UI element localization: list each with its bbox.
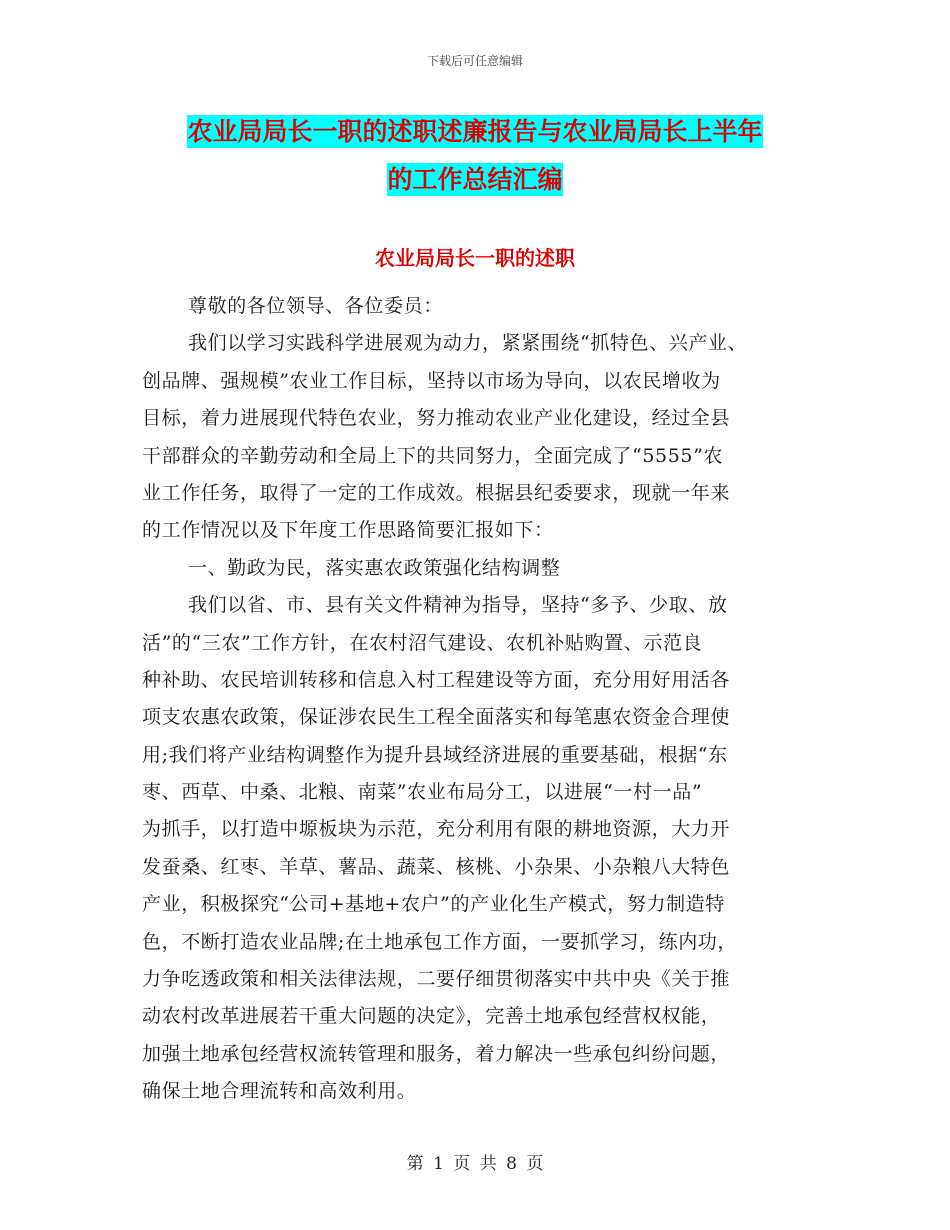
body-line: 力争吃透政策和相关法律法规，二要仔细贯彻落实中共中央《关于推 (142, 968, 731, 991)
body-line: 创品牌、强规模”农业工作目标，坚持以市场为导向，以农民增收为 (142, 369, 721, 392)
section-title: 农业局局长一职的述职 (375, 246, 575, 270)
body-line: 活”的“三农”工作方针，在农村沼气建设、农机补贴购置、示范良 (142, 631, 703, 654)
page-number-footer: 第 1 页 共 8 页 (406, 1154, 544, 1174)
body-line: 发蚕桑、红枣、羊草、薯品、蔬菜、核桃、小杂果、小杂粮八大特色 (142, 855, 731, 878)
body-line: 色，不断打造农业品牌;在土地承包工作方面，一要抓学习，练内功， (142, 930, 738, 953)
document-title-line-2: 的工作总结汇编 (387, 165, 563, 194)
body-line: 用;我们将产业结构调整作为提升县域经济进展的重要基础，根据“东 (142, 743, 728, 766)
body-line: 为抓手，以打造中塬板块为示范，充分利用有限的耕地资源，大力开 (142, 818, 731, 841)
body-line: 我们以学习实践科学进展观为动力，紧紧围绕“抓特色、兴产业、 (188, 332, 748, 355)
body-line: 加强土地承包经营权流转管理和服务，着力解决一些承包纠纷问题， (142, 1042, 731, 1065)
body-line: 一、勤政为民，落实惠农政策强化结构调整 (188, 556, 561, 579)
body-line: 项支农惠农政策，保证涉农民生工程全面落实和每笔惠农资金合理使 (142, 706, 731, 729)
body-line: 尊敬的各位领导、各位委员： (188, 295, 443, 317)
body-line: 枣、西草、中桑、北粮、南菜”农业布局分工，以进展“一村一品” (142, 781, 703, 804)
body-line: 业工作任务，取得了一定的工作成效。根据县纪委要求，现就一年来 (142, 481, 731, 504)
body-line: 干部群众的辛勤劳动和全局上下的共同努力，全面完成了“5555”农 (142, 444, 723, 467)
page-header-note: 下载后可任意编辑 (426, 54, 523, 68)
body-line: 种补助、农民培训转移和信息入村工程建设等方面，充分用好用活各 (142, 668, 731, 691)
body-line: 产业，积极探究“公司+基地+农户”的产业化生产模式，努力制造特 (142, 893, 725, 916)
document-title (150, 108, 800, 204)
body-text (142, 288, 812, 1111)
body-line: 确保土地合理流转和高效利用。 (142, 1080, 417, 1103)
body-line: 我们以省、市、县有关文件精神为指导，坚持“多予、少取、放 (188, 594, 728, 617)
document-title-line-1: 农业局局长一职的述职述廉报告与农业局局长上半年 (187, 117, 763, 146)
body-line: 目标，着力进展现代特色农业，努力推动农业产业化建设，经过全县 (142, 407, 731, 430)
body-line: 动农村改革进展若干重大问题的决定》，完善土地承包经营权权能， (142, 1005, 721, 1028)
body-line: 的工作情况以及下年度工作思路简要汇报如下： (142, 519, 554, 542)
